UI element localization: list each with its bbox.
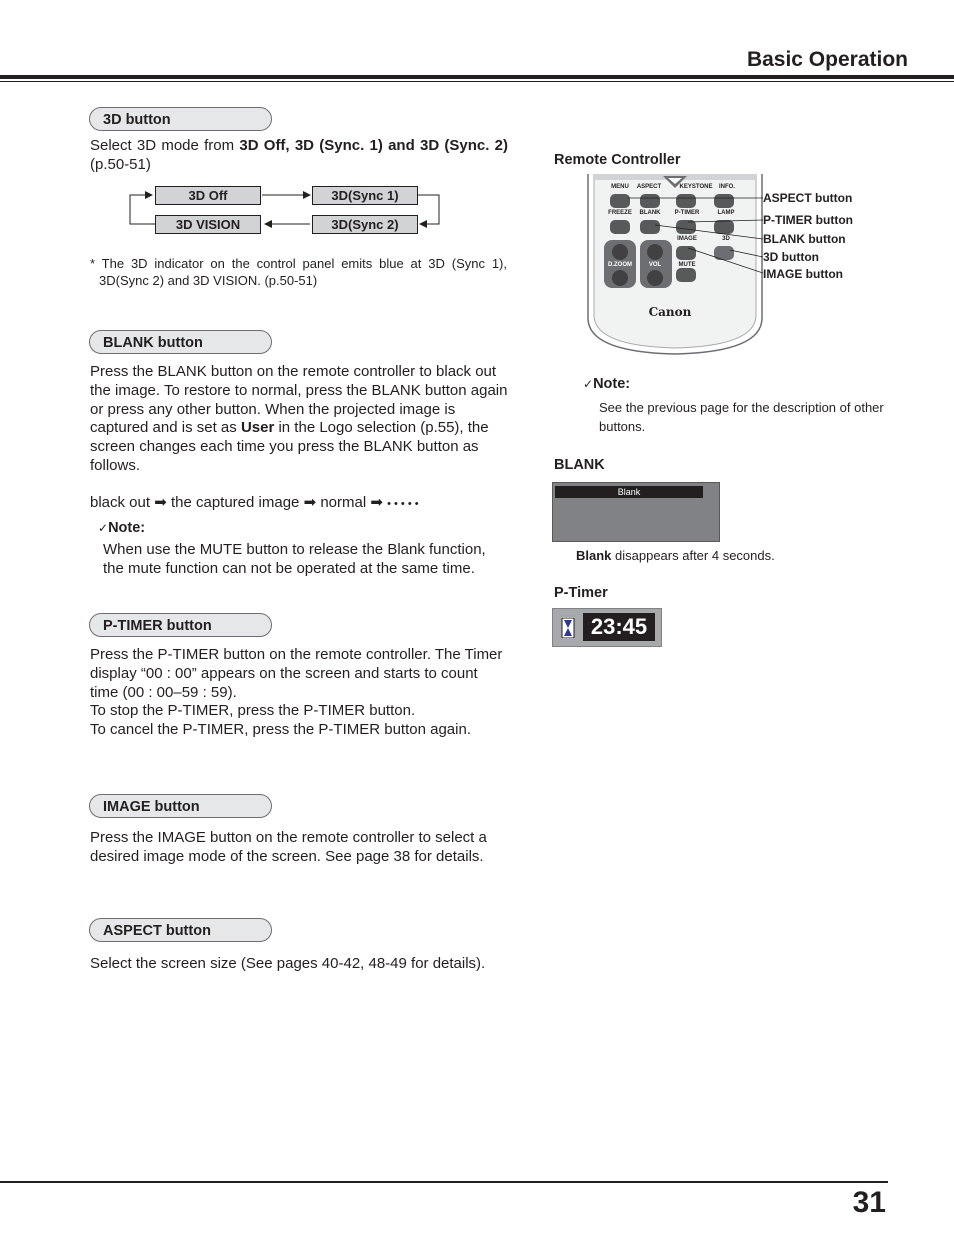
blank-paragraph-part2: in the Logo selection (p.55), the screen changes each time you press the BLANK button as follows. bbox=[90, 419, 489, 474]
seq-black-out: black out bbox=[90, 494, 151, 511]
aspect-text: Select the screen size (See pages 40-42, 48-49 for details). bbox=[90, 955, 486, 972]
blank-paragraph-part1: Press the BLANK button on the remote controller to black out the image. To restore to normal, press the BLANK button again or press any other button. When the projected image is captured and is set as bbox=[90, 363, 508, 437]
3d-intro bbox=[90, 137, 508, 175]
callout-ptimer: P-TIMER button bbox=[763, 213, 853, 227]
blank-caption-rest: disappears after 4 seconds. bbox=[611, 548, 775, 563]
footer-rule bbox=[0, 1181, 888, 1183]
arrow-right-icon: ➡ bbox=[154, 494, 167, 511]
remote-label-3d: 3D bbox=[722, 236, 730, 242]
image-text: Press the IMAGE button on the remote controller to select a desired image mode of the screen. See page 38 for details. bbox=[90, 829, 487, 865]
callout-image: IMAGE button bbox=[763, 267, 843, 281]
section-heading-blank: BLANK button bbox=[89, 330, 272, 354]
section-heading-ptimer: P-TIMER button bbox=[89, 613, 272, 637]
3d-footnote: * The 3D indicator on the control panel emits blue at 3D (Sync 1), 3D(Sync 2) and 3D VISION. (p.50-51) bbox=[90, 256, 507, 288]
remote-note-title: Note: bbox=[593, 376, 631, 392]
remote-brand-logo: Canon bbox=[648, 305, 692, 319]
callout-aspect: ASPECT button bbox=[763, 191, 853, 205]
header-rule bbox=[0, 75, 954, 79]
blank-caption bbox=[576, 548, 775, 563]
flow-3d-vision: 3D VISION bbox=[155, 215, 261, 234]
section-heading-image: IMAGE button bbox=[89, 794, 272, 818]
blank-caption-bold: Blank bbox=[576, 548, 612, 563]
blank-note-title-row bbox=[98, 519, 145, 537]
remote-label-dzoom: D.ZOOM bbox=[608, 262, 632, 268]
remote-note-title-row bbox=[583, 375, 630, 393]
ptimer-heading: P-Timer bbox=[554, 585, 608, 601]
arrow-right-icon: ➡ bbox=[370, 494, 383, 511]
blank-paragraph-user: User bbox=[240, 419, 275, 437]
flow-3d-off: 3D Off bbox=[155, 186, 261, 205]
section-heading-3d: 3D button bbox=[89, 107, 272, 131]
remote-heading: Remote Controller bbox=[554, 152, 681, 168]
ptimer-line-1: Press the P-TIMER button on the remote controller. The Timer display “00 : 00” appears on the screen and starts to count time (00 : 00–59 : 59). bbox=[90, 646, 503, 701]
ptimer-line-3: To cancel the P-TIMER, press the P-TIMER button again. bbox=[90, 721, 471, 739]
seq-normal: normal bbox=[320, 494, 367, 511]
blank-heading: BLANK bbox=[554, 457, 605, 473]
3d-intro-modes: 3D Off, 3D (Sync. 1) and 3D (Sync. 2) bbox=[239, 137, 509, 154]
ptimer-text bbox=[90, 646, 510, 740]
hourglass-icon bbox=[561, 618, 575, 638]
flow-3d-sync1: 3D(Sync 1) bbox=[312, 186, 418, 205]
checkmark-icon: ✓ bbox=[583, 377, 594, 391]
blank-note-title: Note: bbox=[108, 520, 146, 536]
remote-label-blank: BLANK bbox=[639, 210, 661, 216]
seq-captured-image: the captured image bbox=[170, 494, 300, 511]
blank-screen-label: Blank bbox=[555, 486, 703, 498]
page-header-title: Basic Operation bbox=[746, 48, 908, 71]
remote-label-info: INFO. bbox=[719, 184, 735, 190]
seq-dots: • • • • • bbox=[387, 498, 419, 510]
remote-label-keystone: KEYSTONE bbox=[679, 184, 713, 190]
blank-sequence bbox=[90, 494, 508, 514]
remote-label-mute: MUTE bbox=[678, 262, 696, 268]
section-heading-aspect: ASPECT button bbox=[89, 918, 272, 942]
remote-label-image: IMAGE bbox=[677, 236, 697, 242]
3d-intro-prefix: Select 3D mode from bbox=[90, 137, 240, 154]
blank-screen bbox=[552, 482, 720, 542]
remote-label-vol: VOL bbox=[648, 262, 662, 268]
remote-label-freeze: FREEZE bbox=[608, 210, 632, 216]
remote-note-text: See the previous page for the description of other buttons. bbox=[599, 400, 884, 434]
ptimer-time: 23:45 bbox=[583, 613, 655, 641]
callout-blank: BLANK button bbox=[763, 232, 846, 246]
checkmark-icon: ✓ bbox=[98, 521, 109, 535]
page-number: 31 bbox=[852, 1186, 886, 1219]
remote-label-lamp: LAMP bbox=[717, 210, 735, 216]
ptimer-display bbox=[552, 608, 662, 647]
callout-3d: 3D button bbox=[763, 250, 819, 264]
3d-intro-suffix: (p.50-51) bbox=[90, 155, 151, 173]
ptimer-line-2: To stop the P-TIMER, press the P-TIMER button. bbox=[90, 702, 416, 720]
blank-paragraph bbox=[90, 363, 510, 476]
header-rule-thin bbox=[0, 81, 954, 82]
arrow-right-icon: ➡ bbox=[303, 494, 317, 511]
remote-label-menu: MENU bbox=[611, 184, 629, 190]
flow-3d-sync2: 3D(Sync 2) bbox=[312, 215, 418, 234]
remote-label-ptimer: P-TIMER bbox=[674, 210, 700, 216]
blank-note-text: When use the MUTE button to release the Blank function, the mute function can not be operated at the same time. bbox=[103, 541, 486, 577]
remote-label-aspect: ASPECT bbox=[636, 184, 662, 190]
